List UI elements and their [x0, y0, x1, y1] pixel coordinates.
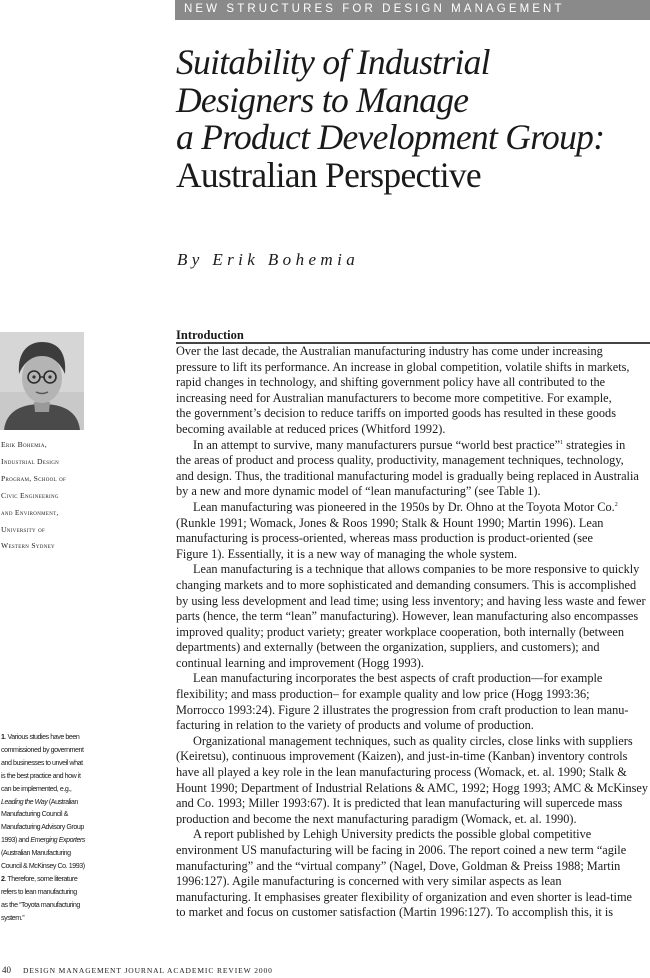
body-line [176, 796, 650, 812]
body-line-text: by using less development and lead time; using less inventory; and having less waste and fewer [176, 593, 646, 608]
title-line: Suitability of Industrial [176, 42, 490, 82]
body-line [176, 625, 650, 641]
body-line-text: changing markets and to more sophisticated and demanding consumers. This is accomplished [176, 577, 637, 592]
footnote-line: can be implemented, e.g., [1, 784, 72, 793]
footnote-text: 1993) and [1, 836, 31, 845]
body-line [176, 734, 650, 750]
body-line-text: the areas of product and process quality, productivity, management techniques, technology, [176, 453, 624, 468]
body-line [176, 703, 650, 719]
footnote-line: (Australian Manufacturing [1, 849, 71, 858]
body-line [176, 890, 650, 906]
affiliation-line: Erik Bohemia, [1, 440, 48, 449]
body-line-text: production and become the next manufacturing paradigm (Womack, et. al. 1990). [176, 811, 577, 826]
body-line-text: Morrocco 1993:24). Figure 2 illustrates the progression from craft production to lean manu- [176, 702, 629, 717]
body-line [176, 640, 650, 656]
body-line-text: (Keiretsu), continuous improvement (Kaizen), and just-in-time (Kanban) inventory controls [176, 749, 628, 764]
body-line [176, 905, 650, 921]
footnote-text: (Australian [47, 797, 78, 806]
body-line [176, 438, 650, 454]
body-line-text: Lean manufacturing was pioneered in the 1950s by Dr. Ohno at the Toyota Motor Co. [193, 499, 615, 514]
body-line [176, 406, 650, 422]
body-line [176, 422, 650, 438]
body-line-text: environment US manufacturing will be facing in 2006. The report coined a new term “agile [176, 843, 627, 857]
title-line: Australian Perspective [176, 154, 481, 195]
footnote-number: 2 [1, 874, 5, 883]
body-line-text: Hount 1990; Department of Industrial Relations & AMC, 1992; Hogg 1993; AMC & McKinsey [176, 780, 649, 795]
body-line-text: improved quality; product variety; greater workplace cooperation, both internally (between [176, 624, 624, 639]
footnote-marker: 1 [560, 439, 564, 446]
body-line [176, 391, 650, 407]
body-line-text: flexibility; and mass production– for example quality and low price (Hogg 1993:36; [176, 687, 590, 702]
body-line [176, 531, 650, 547]
body-line-text: A report published by Lehigh University predicts the possible global competitive [193, 827, 592, 842]
body-line-text: to market and focus on customer satisfaction (Martin 1996:127). To accomplish this, it is [176, 905, 614, 920]
body-line-text: facturing in relation to the variety of products and volume of production. [176, 718, 534, 733]
body-line-text: by a new and more dynamic model of “lean manufacturing” (see Table 1). [176, 484, 541, 499]
body-line [176, 874, 650, 890]
journal-name: DESIGN MANAGEMENT JOURNAL ACADEMIC REVIEW 2000 [23, 966, 273, 975]
footnote-line [1, 873, 97, 886]
body-line [176, 578, 650, 594]
body-line [176, 516, 650, 532]
footnote-line: Manufacturing Council & [1, 810, 68, 819]
author-affiliation [1, 437, 81, 555]
body-line [176, 671, 650, 687]
body-line [176, 344, 650, 360]
body-line-text: manufacturing. It emphasises greater flexibility of organization and even shorter is lead-time [176, 889, 632, 904]
footnote-line [1, 731, 97, 744]
body-line-text: Lean manufacturing is a technique that allows companies to be more responsive to quickly [193, 562, 640, 577]
series-label: NEW STRUCTURES FOR DESIGN MANAGEMENT [184, 3, 565, 15]
body-line-text: Organizational management techniques, such as quality circles, close links with suppliers [193, 733, 633, 748]
body-line-text: Over the last decade, the Australian manufacturing industry has come under increasing [176, 344, 603, 358]
body-line [176, 687, 650, 703]
section-heading: Introduction [176, 328, 244, 342]
article-title [176, 44, 646, 194]
author-photo [0, 332, 84, 430]
body-line-text: the government’s decision to reduce tariffs on imported goods has resulted in these goods [176, 406, 616, 421]
page-footer [2, 965, 273, 975]
footnote-line [1, 796, 97, 809]
body-text [176, 344, 650, 921]
affiliation-line: Program, School of [1, 473, 67, 483]
byline: By Erik Bohemia [177, 250, 360, 269]
body-line-text: have all played a key role in the lean manufacturing process (Womack, et. al. 1990; Stalk & [176, 765, 627, 780]
body-line-text: and design. Thus, the traditional manufacturing model is gradually being replaced in Australia [176, 468, 639, 483]
footnote-line: Council & McKinsey Co. 1993) [1, 862, 85, 871]
body-line [176, 562, 650, 578]
footnote-line: system.” [1, 913, 25, 922]
body-line [176, 547, 650, 563]
affiliation-line: University of [1, 524, 46, 534]
footnote-ref-title: Emerging Exporters [30, 836, 86, 845]
body-line [176, 656, 650, 672]
body-line-text: manufacturing” and the “virtual company” (Nagel, Dove, Goldman & Preiss 1988; Martin [176, 858, 621, 873]
body-line-text: Figure 1). Essentially, it is a new way of managing the whole system. [176, 546, 518, 561]
body-line [176, 360, 650, 376]
body-line [176, 812, 650, 828]
footnote-text: . Various studies have been [4, 733, 80, 741]
title-line: Designers to Manage [176, 79, 469, 120]
footnote-line: commissioned by government [1, 745, 84, 754]
body-line-text: and Co. 1993; Miller 1993:67). It is predicted that lean manufacturing will supercede mass [176, 796, 623, 811]
footnote-line: is the best practice and how it [1, 771, 81, 780]
body-line [176, 718, 650, 734]
body-line [176, 484, 650, 500]
body-line-text: In an attempt to survive, many manufacturers pursue “world best practice” [193, 437, 561, 452]
body-line-text: manufacturing is process-oriented, whereas mass production is product-oriented (see [176, 531, 593, 546]
body-line [176, 827, 650, 843]
title-line: a Product Development Group: [176, 117, 605, 157]
affiliation-line: Western Sydney [1, 541, 55, 551]
affiliation-line: and Environment, [1, 507, 59, 517]
body-line-text: parts (hence, the term “lean” manufacturing). However, lean manufacturing also encompasses [176, 609, 639, 624]
body-line-text: pressure to lift its performance. An increase in global competition, volatile shifts in markets, [176, 359, 630, 374]
body-line [176, 375, 650, 391]
body-line [176, 749, 650, 765]
footnotes [1, 731, 97, 925]
body-line [176, 843, 650, 859]
affiliation-line: Industrial Design [1, 456, 60, 466]
page-number: 40 [2, 965, 11, 975]
body-line [176, 781, 650, 797]
body-line-text: departments) and externally (between the organization, suppliers, and customers); and [176, 640, 600, 655]
footnote-ref-title: Leading the Way [1, 797, 48, 806]
footnote-number: 1 [1, 733, 5, 741]
body-line-text: strategies in [563, 437, 626, 452]
body-line [176, 859, 650, 875]
body-line-text: continual learning and improvement (Hogg 1993). [176, 655, 424, 670]
body-line-text: rapid changes in technology, and shifting government policy have all contributed to the [176, 375, 606, 390]
body-line-text: Lean manufacturing incorporates the best aspects of craft production—for example [193, 671, 603, 686]
body-line-text: becoming available at reduced prices (Whitford 1992). [176, 421, 446, 436]
body-line [176, 469, 650, 485]
footnote-line: and businesses to unveil what [1, 758, 83, 767]
body-line [176, 500, 650, 516]
body-line-text: (Runkle 1991; Womack, Jones & Roos 1990; Stalk & Hount 1990; Martin 1996). Lean [176, 515, 604, 530]
footnote-line [1, 834, 97, 847]
footnote-marker: 2 [614, 501, 618, 508]
body-line [176, 594, 650, 610]
footnote-text: . Therefore, some literature [4, 874, 78, 883]
body-line-text: increasing need for Australian manufacturers to become more competitive. For example, [176, 390, 612, 405]
body-line [176, 609, 650, 625]
body-line [176, 453, 650, 469]
footnote-line: refers to lean manufacturing [1, 887, 77, 896]
body-line-text: 1996:127). Agile manufacturing is concerned with very similar aspects as lean [176, 874, 562, 889]
affiliation-line: Civic Engineering [1, 490, 59, 500]
body-line [176, 765, 650, 781]
footnote-line: as the “Toyota manufacturing [1, 900, 80, 909]
footnote-line: Manufacturing Advisory Group [1, 823, 84, 832]
